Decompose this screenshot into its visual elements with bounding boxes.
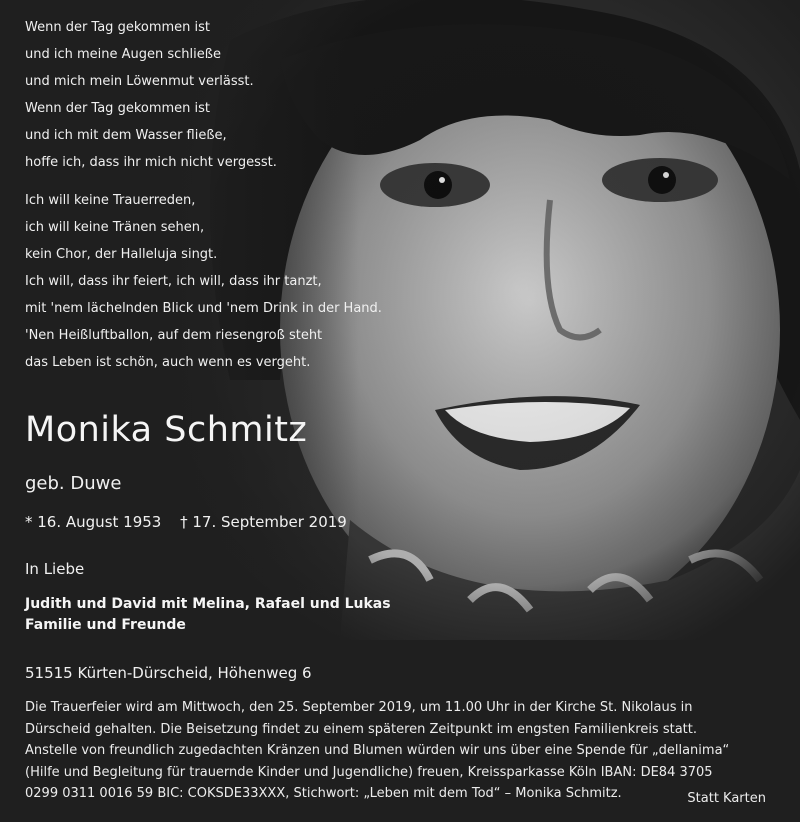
poem-line: und ich meine Augen schließe: [25, 47, 221, 62]
notice-line: (Hilfe und Begleitung für trauernde Kinder und Jugendliche) freuen, Kreissparkasse Köln IBAN: DE84 3705: [25, 764, 713, 780]
poem-stanza-2: [25, 187, 382, 376]
birth-name: geb. Duwe: [25, 473, 122, 494]
birth-date: * 16. August 1953: [25, 513, 162, 531]
life-dates: [25, 513, 361, 531]
mourner-line: Judith und David mit Melina, Rafael und Lukas: [25, 596, 391, 612]
poem-line: Ich will, dass ihr feiert, ich will, dass ihr tanzt,: [25, 274, 322, 289]
poem-line: das Leben ist schön, auch wenn es vergeht.: [25, 355, 311, 370]
notice-line: Anstelle von freundlich zugedachten Kränzen und Blumen würden wir uns über eine Spende für „dellanima“: [25, 743, 730, 759]
mourner-line: Familie und Freunde: [25, 617, 186, 633]
funeral-notice: [25, 697, 765, 805]
deceased-name: Monika Schmitz: [25, 410, 308, 450]
death-date: † 17. September 2019: [180, 513, 347, 531]
poem-line: ich will keine Tränen sehen,: [25, 220, 205, 235]
notice-line: 0299 0311 0016 59 BIC: COKSDE33XXX, Stichwort: „Leben mit dem Tod“ – Monika Schmitz.: [25, 786, 622, 802]
mourners-list: [25, 594, 391, 636]
poem-stanza-1: [25, 14, 277, 176]
poem-line: hoffe ich, dass ihr mich nicht vergesst.: [25, 155, 277, 170]
poem-line: kein Chor, der Halleluja singt.: [25, 247, 218, 262]
notice-line: Die Trauerfeier wird am Mittwoch, den 25. September 2019, um 11.00 Uhr in der Kirche St. Nikolaus in: [25, 700, 693, 715]
family-address: 51515 Kürten-Dürscheid, Höhenweg 6: [25, 664, 312, 682]
notice-line: Dürscheid gehalten. Die Beisetzung findet zu einem späteren Zeitpunkt im engsten Familienkreis statt.: [25, 721, 698, 737]
poem-line: 'Nen Heißluftballon, auf dem riesengroß steht: [25, 328, 323, 343]
poem-line: Wenn der Tag gekommen ist: [25, 101, 211, 116]
statt-karten-note: Statt Karten: [687, 791, 766, 806]
poem-line: Ich will keine Trauerreden,: [25, 193, 196, 208]
poem-line: und ich mit dem Wasser fließe,: [25, 128, 227, 143]
in-love-heading: In Liebe: [25, 560, 85, 578]
poem-line: mit 'nem lächelnden Blick und 'nem Drink in der Hand.: [25, 301, 382, 316]
poem-line: Wenn der Tag gekommen ist: [25, 20, 211, 35]
poem-line: und mich mein Löwenmut verlässt.: [25, 74, 254, 89]
